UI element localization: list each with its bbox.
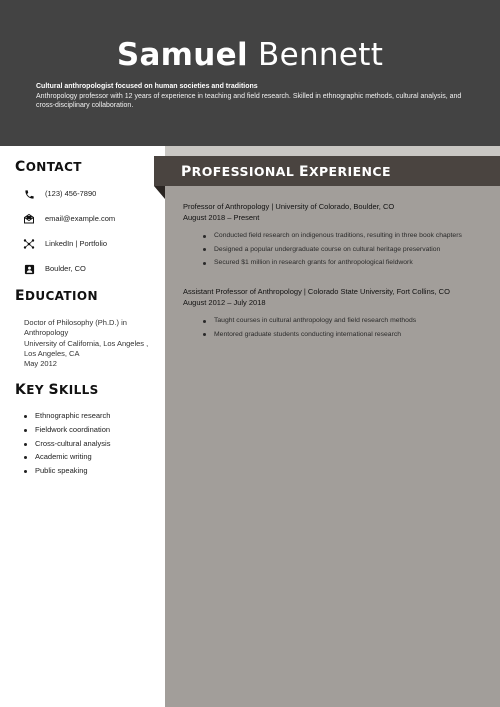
location-text: Boulder, CO [45,264,86,273]
skills-list [22,410,110,479]
skill-item: Cross-cultural analysis [22,438,110,452]
job-bullet: Mentored graduate students conducting international research [183,330,469,340]
job-title: Professor of Anthropology | University of Colorado, Boulder, CO [183,202,395,211]
job-bullet: Designed a popular undergraduate course on cultural heritage preservation [183,245,469,255]
job-bullet: Secured $1 million in research grants for anthropological fieldwork [183,258,469,268]
contact-heading: CONTACT [15,159,82,175]
education-entry [24,318,154,369]
banner-fold [154,186,165,199]
experience-heading: PROFESSIONAL EXPERIENCE [181,164,391,180]
candidate-name [0,36,500,74]
contact-phone [22,187,97,201]
contact-email [22,212,116,226]
job-bullets [183,316,488,339]
headline: Cultural anthropologist focused on human societies and traditions [36,83,258,90]
job-bullets [183,231,488,268]
job-entry [183,202,488,272]
location-icon [22,262,36,276]
job-entry [183,287,488,343]
job-title: Assistant Professor of Anthropology | Colorado State University, Fort Collins, CO [183,287,450,296]
phone-icon [22,187,36,201]
degree: Doctor of Philosophy (Ph.D.) in Anthropology [24,318,127,338]
job-bullet: Conducted field research on indigenous traditions, resulting in three book chapters [183,231,469,241]
skills-heading: KEY SKILLS [15,382,99,398]
last-name: Bennett [258,37,384,73]
top-strip [165,146,500,156]
skill-item: Ethnographic research [22,410,110,424]
graduation-date: May 2012 [24,359,57,369]
contact-links [22,237,107,251]
school: University of California, Los Angeles , Los Angeles, CA [24,338,149,358]
job-dates: August 2018 – Present [183,212,260,222]
job-bullet: Taught courses in cultural anthropology and field research methods [183,316,469,326]
network-icon [22,237,36,251]
summary-text: Anthropology professor with 12 years of experience in teaching and field research. Skilled in ethnographic methods, cultural analysis, and cross-disciplinary collaboration. [36,92,462,109]
first-name: Samuel [116,37,248,73]
education-heading: EDUCATION [15,288,98,304]
email-text: email@example.com [45,214,116,223]
links-text[interactable]: LinkedIn | Portfolio [45,239,107,248]
skill-item: Public speaking [22,465,110,479]
email-icon [22,212,36,226]
skill-item: Fieldwork coordination [22,424,110,438]
summary-block [36,82,464,111]
skill-item: Academic writing [22,451,110,465]
contact-location [22,262,86,276]
job-dates: August 2012 – July 2018 [183,297,266,307]
resume-header [0,0,500,146]
phone-text: (123) 456-7890 [45,189,97,198]
